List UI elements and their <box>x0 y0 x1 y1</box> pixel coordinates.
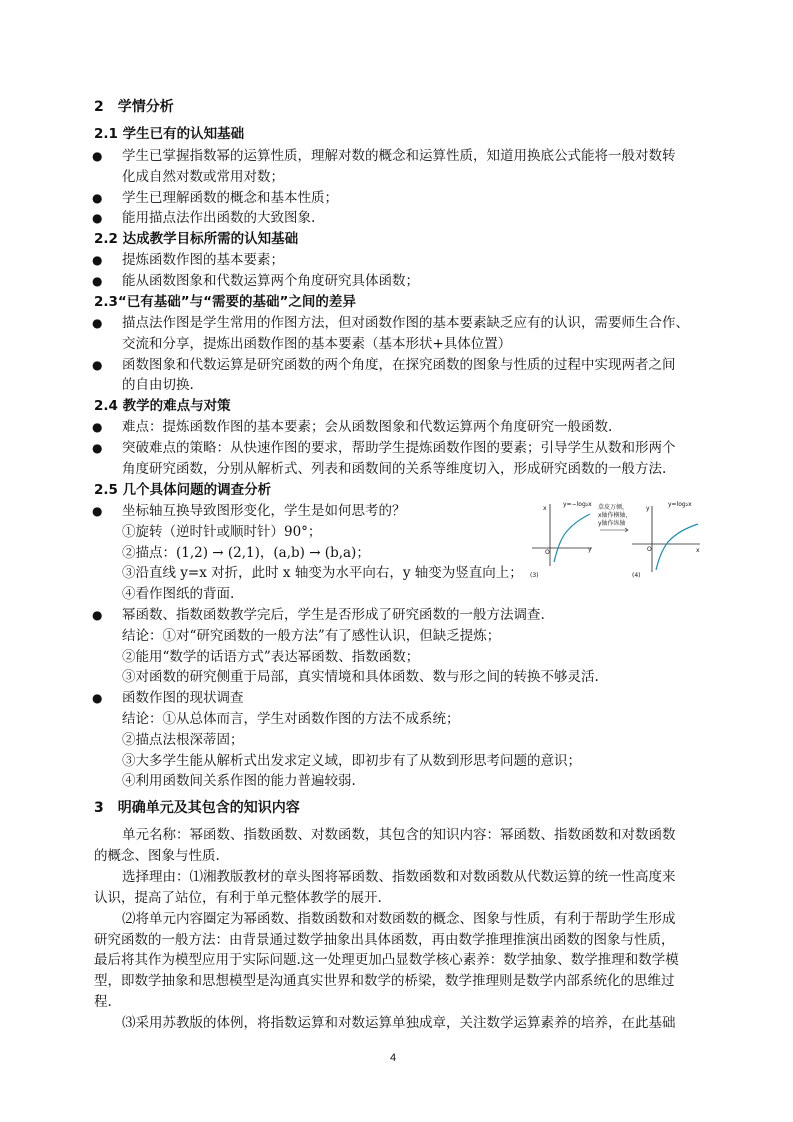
survey-answer: ①旋转（逆时针或顺时针）90°； <box>122 524 322 540</box>
bullet-icon: ● <box>92 253 103 267</box>
paragraph: ⑵将单元内容圈定为幂函数、指数函数和对数函数的概念、图象与性质，有利于帮助学生形成 <box>122 911 676 927</box>
section-2-3-heading: 2.3“已有基础”与“需要的基础”之间的差异 <box>94 294 356 310</box>
survey-answer: ④看作图纸的背面. <box>122 586 235 602</box>
log-graph-figure <box>528 496 703 580</box>
svg-text:x轴作横轴，: x轴作横轴， <box>598 512 632 519</box>
left-caption: (3) <box>530 572 539 579</box>
list-item: 能从函数图象和代数运算两个角度研究具体函数； <box>122 273 419 289</box>
list-item: 学生已掌握指数幂的运算性质，理解对数的概念和运算性质，知道用换底公式能将一般对数转 <box>122 148 676 164</box>
left-curve-label: y=−log₂x <box>563 501 592 508</box>
bullet-icon: ● <box>92 149 103 163</box>
list-item-continuation: 的自由切换. <box>122 377 194 393</box>
axis-y-label: y <box>588 546 592 553</box>
axis-x-label: x <box>543 505 547 512</box>
origin-label: O <box>545 549 550 556</box>
bullet-icon: ● <box>92 441 103 455</box>
survey-question: 坐标轴互换导致图形变化，学生是如何思考的？ <box>122 503 406 519</box>
survey-conclusion: ②描点法根深蒂固； <box>122 732 244 748</box>
survey-conclusion: ②能用“数学的话语方式”表达幂函数、指数函数； <box>122 649 420 665</box>
bullet-icon: ● <box>92 691 103 705</box>
bullet-icon: ● <box>92 608 103 622</box>
bullet-icon: ● <box>92 316 103 330</box>
list-item-continuation: 化成自然对数或常用对数； <box>122 169 284 185</box>
transform-note <box>598 503 632 532</box>
svg-text:y: y <box>646 505 650 512</box>
list-item: 提炼函数作图的基本要素； <box>122 252 284 268</box>
bullet-icon: ● <box>92 358 103 372</box>
section-2-5-heading: 2.5 几个具体问题的调查分析 <box>94 482 272 498</box>
left-log-graph <box>530 501 592 579</box>
svg-text:草皮万倾，: 草皮万倾， <box>598 504 629 511</box>
list-item: 描点法作图是学生常用的作图方法，但对函数作图的基本要素缺乏应有的认识，需要师生合作、 <box>122 315 689 331</box>
survey-conclusion: 结论：①对“研究函数的一般方法”有了感性认识，但缺乏提炼； <box>122 628 501 644</box>
paragraph: 研究函数的一般方法：由背景通过数学抽象出具体函数，再由数学推理推演出函数的图象与性质， <box>94 932 675 948</box>
paragraph: 认识，提高了站位，有利于单元整体教学的展开. <box>94 890 382 906</box>
right-curve-label: y=log₂x <box>668 501 692 508</box>
section-2-4-heading: 2.4 教学的难点与对策 <box>94 398 231 414</box>
survey-question: 函数作图的现状调查 <box>122 690 244 706</box>
svg-text:O: O <box>647 546 652 553</box>
list-item: 学生已理解函数的概念和基本性质； <box>122 190 338 206</box>
section-3-heading: 3 明确单元及其包含的知识内容 <box>94 800 300 816</box>
survey-question: 幂函数、指数函数教学完后，学生是否形成了研究函数的一般方法调查. <box>122 607 545 623</box>
survey-conclusion: ③对函数的研究侧重于局部，真实情境和具体函数、数与形之间的转换不够灵活. <box>122 669 599 685</box>
paragraph: ⑶采用苏教版的体例，将指数运算和对数运算单独成章，关注数学运算素养的培养，在此基础 <box>122 1015 676 1031</box>
svg-text:y轴作纵轴: y轴作纵轴 <box>598 520 626 527</box>
paragraph: 型，即数学抽象和思想模型是沟通真实世界和数学的桥梁，数学推理则是数学内部系统化的思维过 <box>94 973 675 989</box>
page-number: 4 <box>390 1052 397 1064</box>
survey-conclusion: 结论：①从总体而言，学生对函数作图的方法不成系统； <box>122 711 460 727</box>
section-2-2-heading: 2.2 达成教学目标所需的认知基础 <box>94 231 299 247</box>
bullet-icon: ● <box>92 504 103 518</box>
list-item: 难点：提炼函数作图的基本要素；会从函数图象和代数运算两个角度研究一般函数. <box>122 419 613 435</box>
survey-answer: ③沿直线 y=x 对折，此时 x 轴变为水平向右，y 轴变为竖直向上； <box>122 565 523 581</box>
right-log-graph <box>632 501 700 579</box>
paragraph: 程. <box>94 994 112 1010</box>
survey-conclusion: ④利用函数间关系作图的能力普遍较弱. <box>122 773 356 789</box>
section-2-heading: 2 学情分析 <box>94 99 174 115</box>
list-item: 函数图象和代数运算是研究函数的两个角度，在探究函数的图象与性质的过程中实现两者之间 <box>122 357 676 373</box>
section-2-1-heading: 2.1 学生已有的认知基础 <box>94 126 245 142</box>
right-caption: (4) <box>632 572 641 579</box>
svg-text:x: x <box>696 547 700 554</box>
bullet-icon: ● <box>92 211 103 225</box>
paragraph: 的概念、图象与性质. <box>94 848 220 864</box>
bullet-icon: ● <box>92 274 103 288</box>
paragraph: 最后将其作为模型应用于实际问题.这一处理更加凸显数学核心素养：数学抽象、数学推理和数学模 <box>94 952 679 968</box>
list-item-continuation: 交流和分享，提炼出函数作图的基本要素（基本形状+具体位置） <box>122 336 512 352</box>
paragraph: 选择理由：⑴湘教版教材的章头图将幂函数、指数函数和对数函数从代数运算的统一性高度来 <box>122 869 676 885</box>
list-item-continuation: 角度研究函数，分别从解析式、列表和函数间的关系等维度切入，形成研究函数的一般方法. <box>122 461 667 477</box>
bullet-icon: ● <box>92 191 103 205</box>
survey-conclusion: ③大多学生能从解析式出发求定义域，即初步有了从数到形思考问题的意识； <box>122 753 581 769</box>
survey-answer: ②描点：(1,2) → (2,1)，(a,b) → (b,a)； <box>122 545 370 561</box>
list-item: 能用描点法作出函数的大致图象. <box>122 210 316 226</box>
list-item: 突破难点的策略：从快速作图的要求，帮助学生提炼函数作图的要素；引导学生从数和形两个 <box>122 440 676 456</box>
bullet-icon: ● <box>92 420 103 434</box>
paragraph: 单元名称：幂函数、指数函数、对数函数，其包含的知识内容：幂函数、指数函数和对数函数 <box>122 827 676 843</box>
